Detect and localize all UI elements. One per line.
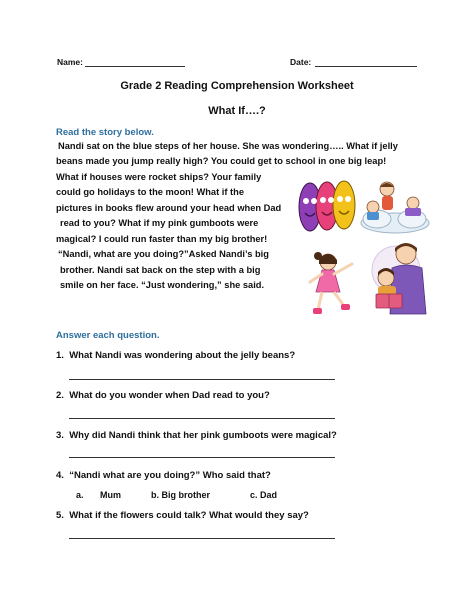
question-2 (56, 390, 270, 401)
story-line: Nandi sat on the blue steps of her house. She was wondering….. What if jelly (58, 141, 398, 151)
option-b[interactable] (151, 490, 210, 500)
story-line: beans made you jump really high? You could get to school in one big leap! (56, 156, 387, 166)
story-line: could go holidays to the moon! What if the (56, 187, 244, 197)
answer-line-2[interactable] (69, 418, 335, 419)
question-3 (56, 430, 337, 441)
date-label: Date: (290, 57, 312, 67)
question-text: What if the flowers could talk? What would they say? (69, 510, 309, 521)
questions-heading: Answer each question. (56, 330, 160, 341)
jelly-beans-illustration (296, 175, 358, 237)
story-line: magical? I could run faster than my big brother! (56, 234, 268, 244)
option-text: Dad (260, 490, 278, 500)
worksheet-title: Grade 2 Reading Comprehension Worksheet (120, 80, 354, 92)
story-line: read to you? What if my pink gumboots were (60, 218, 259, 228)
date-blank-line[interactable] (315, 66, 417, 67)
answer-line-5[interactable] (69, 538, 335, 539)
name-blank-line[interactable] (85, 66, 185, 67)
option-text: Mum (100, 490, 122, 500)
question-1 (56, 350, 295, 361)
story-line: brother. Nandi sat back on the step with a big (60, 265, 261, 275)
question-text: What Nandi was wondering about the jelly beans? (69, 350, 296, 361)
question-text: “Nandi what are you doing?” Who said that? (69, 470, 271, 481)
question-number: 3. (56, 430, 64, 441)
girl-jumping-illustration (304, 248, 360, 320)
option-letter: a. (76, 490, 84, 500)
option-letter: c. (250, 490, 258, 500)
story-line: “Nandi, what are you doing?”Asked Nandi’s big (58, 249, 269, 259)
question-text: What do you wonder when Dad read to you? (69, 390, 270, 401)
option-letter: b. (151, 490, 159, 500)
question-number: 5. (56, 510, 64, 521)
dad-reading-illustration (366, 236, 432, 322)
question-5 (56, 510, 309, 521)
story-line: pictures in books flew around your head when Dad (56, 203, 282, 213)
answer-line-1[interactable] (69, 379, 335, 380)
kids-on-cloud-illustration (357, 177, 433, 237)
story-heading: Read the story below. (56, 127, 154, 138)
question-number: 4. (56, 470, 64, 481)
option-c[interactable] (250, 490, 277, 500)
question-4 (56, 470, 271, 481)
story-line: smile on her face. “Just wondering,” she said. (60, 280, 265, 290)
option-a[interactable] (76, 490, 121, 500)
name-label: Name: (57, 57, 83, 67)
answer-line-3[interactable] (69, 457, 335, 458)
question-text: Why did Nandi think that her pink gumboots were magical? (69, 430, 337, 441)
option-text: Big brother (161, 490, 211, 500)
question-number: 2. (56, 390, 64, 401)
question-number: 1. (56, 350, 64, 361)
story-title: What If….? (208, 105, 266, 117)
story-line: What if houses were rocket ships? Your family (56, 172, 262, 182)
